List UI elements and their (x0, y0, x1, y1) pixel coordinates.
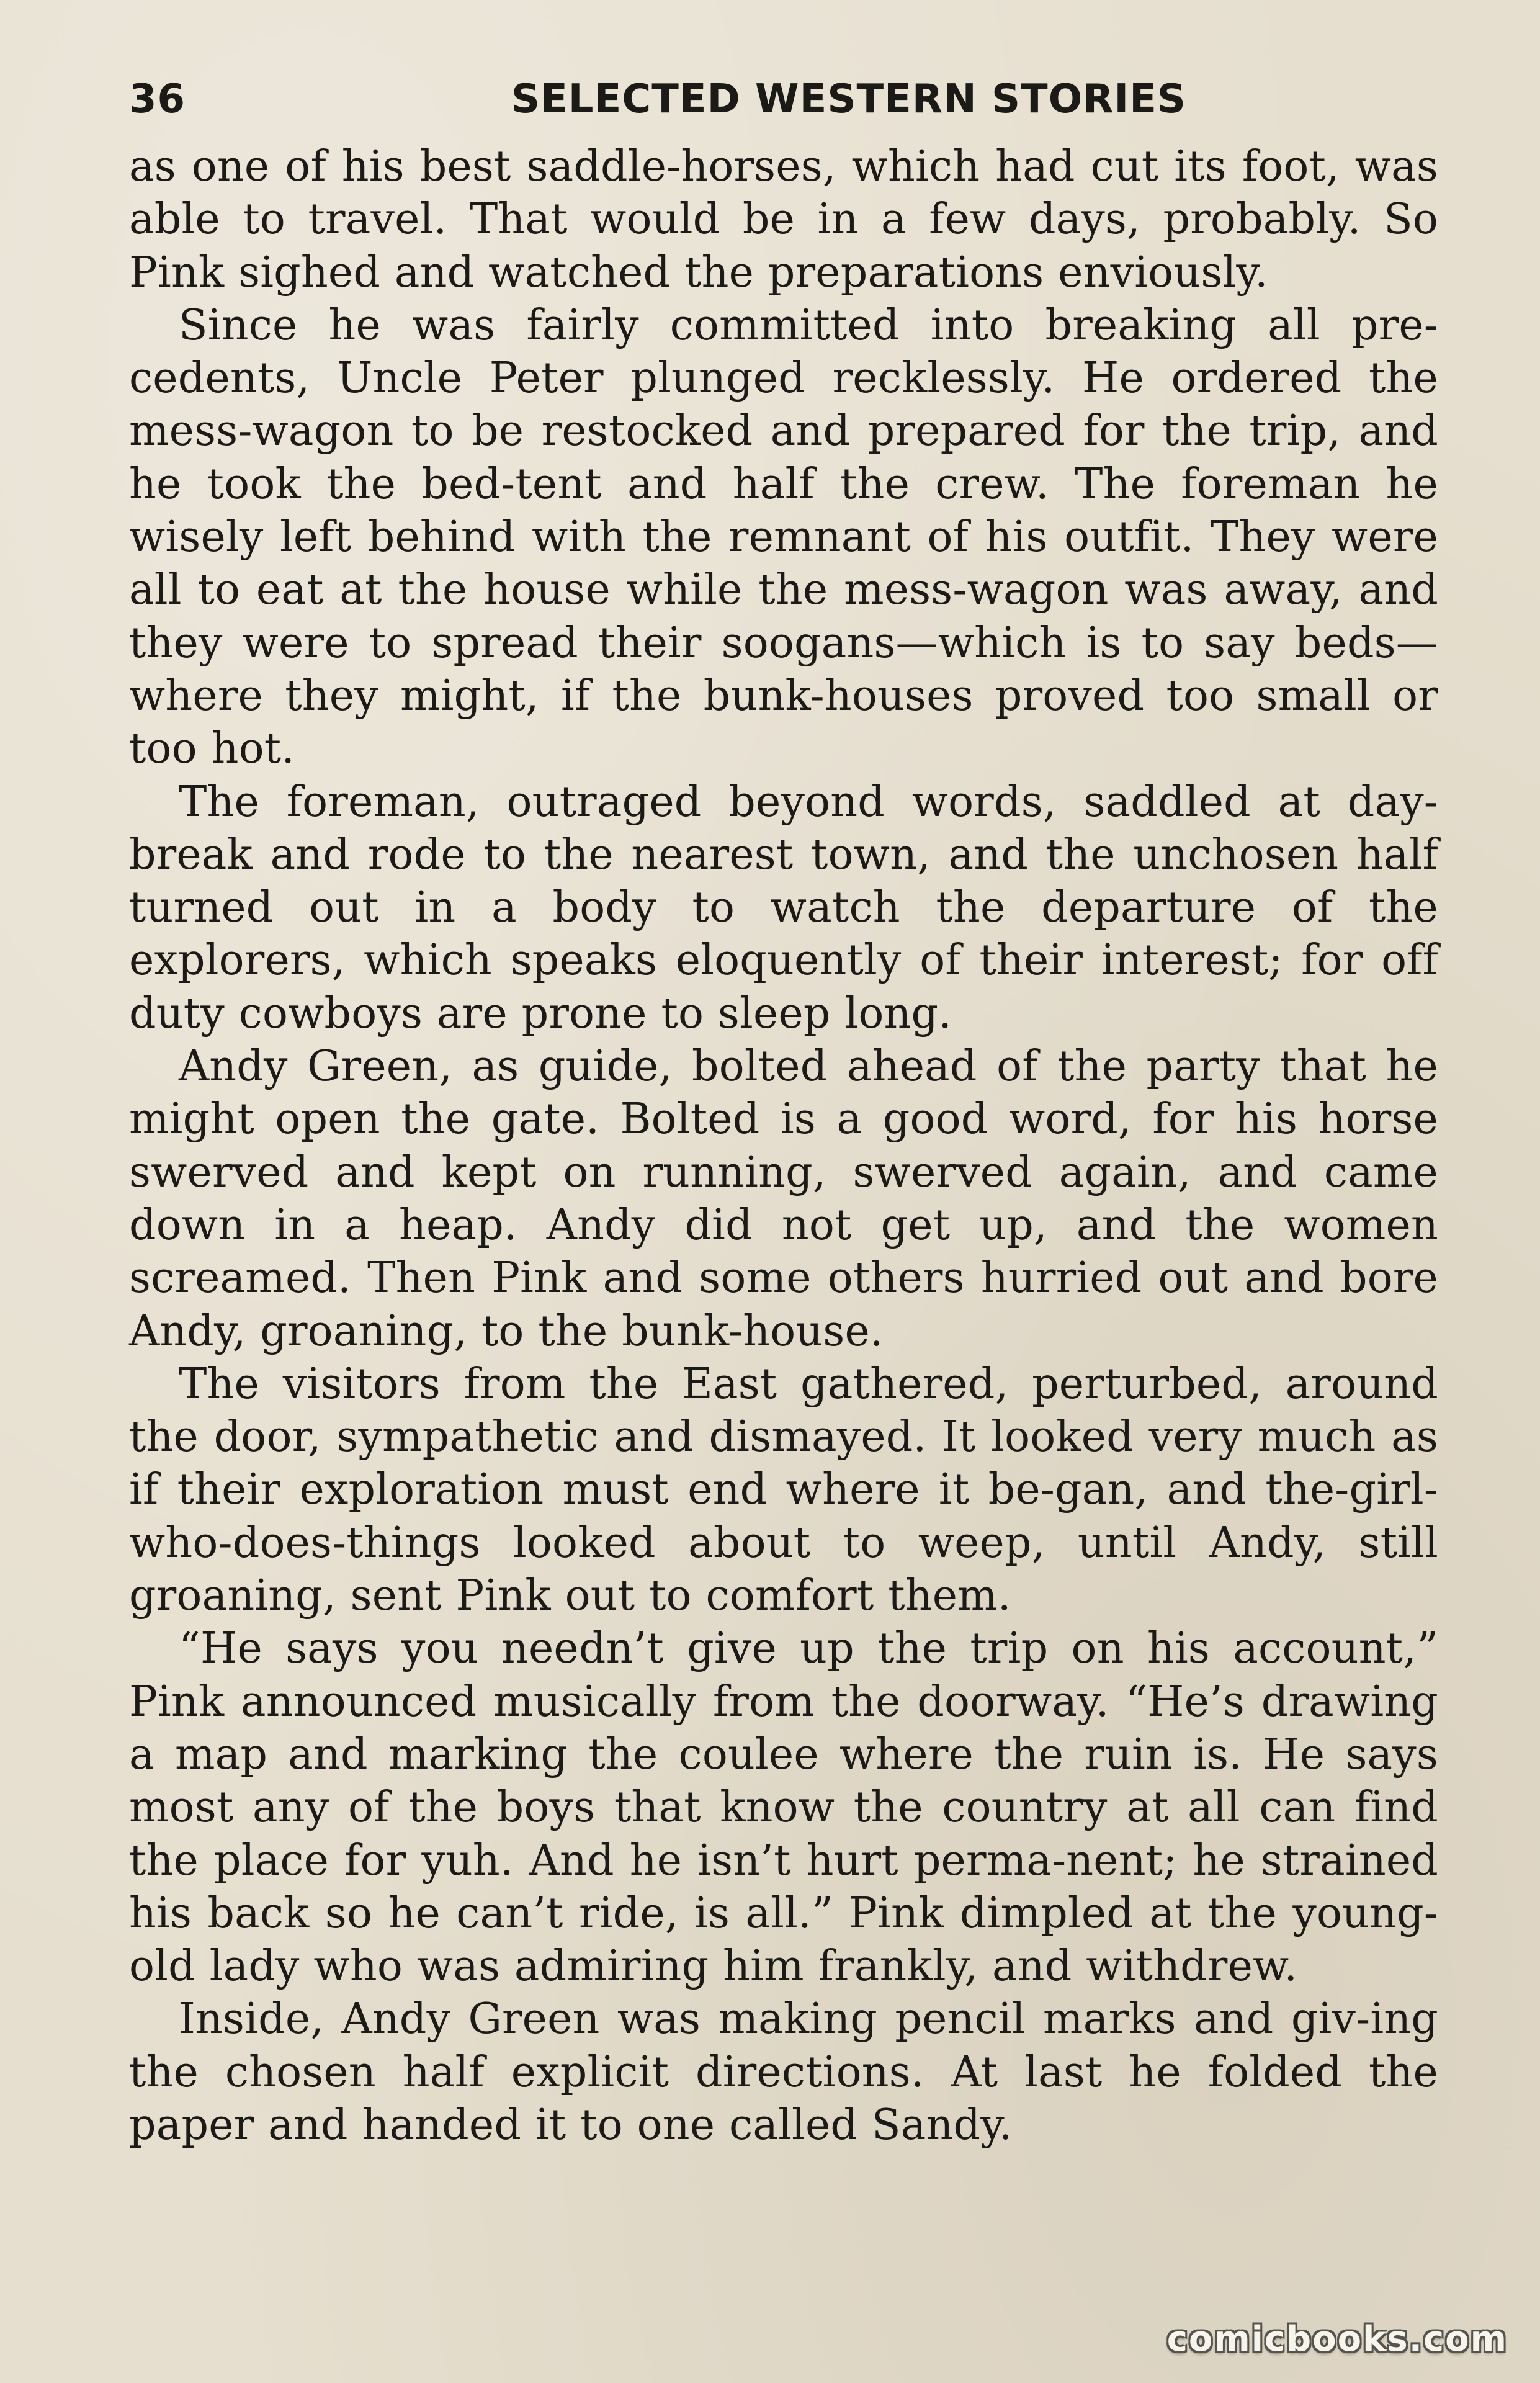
page-header (129, 68, 1438, 130)
paragraph: Inside, Andy Green was making pencil marks and giv-ing the chosen half explicit directions. At last he folded the paper and handed it to one called Sandy. (129, 1995, 1438, 2150)
paragraph: The foreman, outraged beyond words, saddled at day-break and rode to the nearest town, and the unchosen half turned out in a body to watch the departure of the explorers, which speaks eloquently of their interest; for off duty cowboys are prone to sleep long. (129, 777, 1438, 1038)
paragraph: Since he was fairly committed into breaking all pre-cedents, Uncle Peter plunged recklessly. He ordered the mess-wagon to be restocked and prepared for the trip, and he took the bed-tent and half the crew. The foreman he wisely left behind with the remnant of his outfit. They were all to eat at the house while the mess-wagon was away, and they were to spread their soogans—which is to say beds—where they might, if the bunk-houses proved too small or too hot. (129, 300, 1438, 774)
story-text (129, 140, 1438, 2152)
paragraph-continued: as one of his best saddle-horses, which had cut its foot, was able to travel. That would be in a few days, probably. So Pink sighed and watched the preparations enviously. (129, 142, 1438, 297)
site-watermark: comicbooks.com (1166, 2319, 1508, 2359)
running-head-title: SELECTED WESTERN STORIES (511, 76, 1187, 122)
page-number: 36 (129, 76, 186, 122)
paragraph: The visitors from the East gathered, perturbed, around the door, sympathetic and dismayed. It looked very much as if their exploration must end where it be-gan, and the-girl-who-does-things looked about to weep, until Andy, still groaning, sent Pink out to comfort them. (129, 1359, 1438, 1621)
paragraph: Andy Green, as guide, bolted ahead of the party that he might open the gate. Bolted is a good word, for his horse swerved and kept on running, swerved again, and came down in a heap. Andy did not get up, and the women screamed. Then Pink and some others hurried out and bore Andy, groaning, to the bunk-house. (129, 1042, 1438, 1356)
paragraph: “He says you needn’t give up the trip on his account,” Pink announced musically from the doorway. “He’s drawing a map and marking the coulee where the ruin is. He says most any of the boys that know the country at all can find the place for yuh. And he isn’t hurt perma-nent; he strained his back so he can’t ride, is all.” Pink dimpled at the young-old lady who was admiring him frankly, and withdrew. (129, 1624, 1438, 1991)
